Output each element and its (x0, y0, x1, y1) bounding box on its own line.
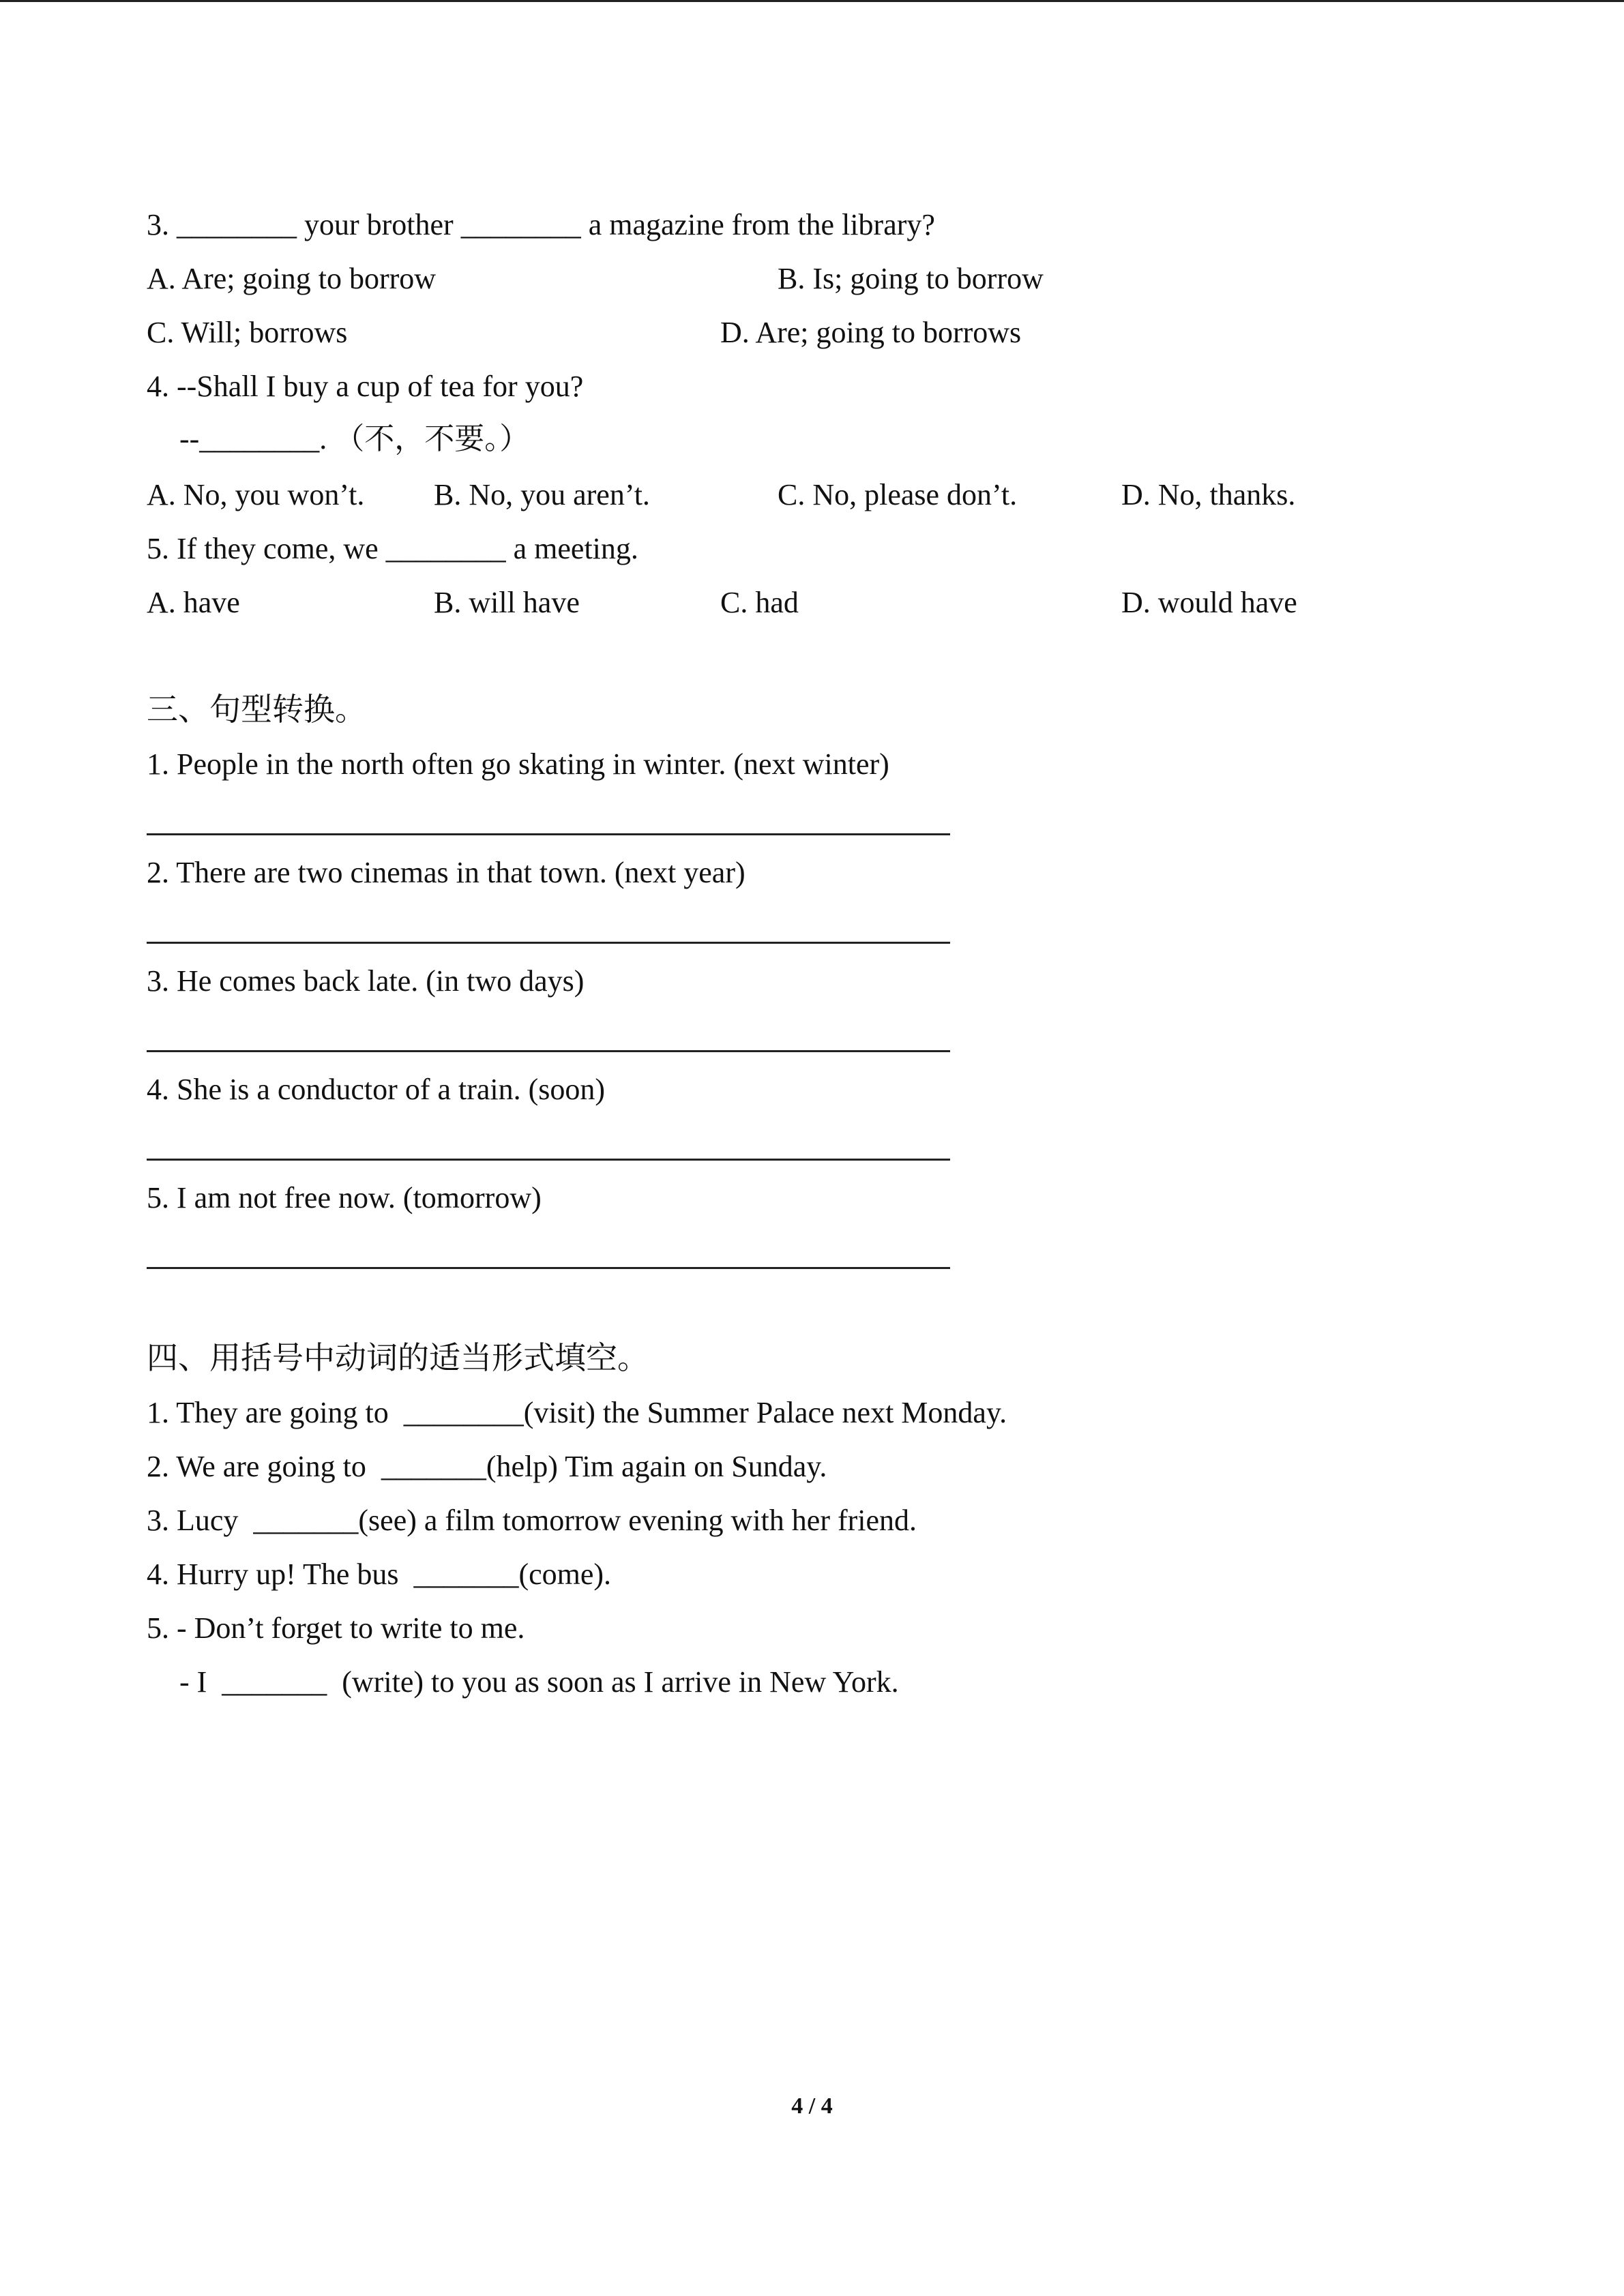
rewrite-answer-line-2[interactable] (147, 942, 950, 944)
q3-option-c: C. Will; borrows (147, 316, 348, 349)
q3-option-b: B. Is; going to borrow (778, 262, 1044, 295)
rewrite-answer-line-5[interactable] (147, 1267, 950, 1269)
rewrite-item-1: 1. People in the north often go skating in winter. (next winter) (147, 747, 889, 781)
q3-option-d: D. Are; going to borrows (720, 316, 1022, 349)
rewrite-item-5: 5. I am not free now. (tomorrow) (147, 1181, 542, 1214)
rewrite-item-2: 2. There are two cinemas in that town. (next year) (147, 856, 745, 889)
fill-blank-item-3: 3. Lucy _______(see) a film tomorrow evening with her friend. (147, 1504, 917, 1537)
page-number: 4 / 4 (791, 2093, 833, 2119)
fill-blank-item-5-reply: - I _______ (write) to you as soon as I arrive in New York. (179, 1665, 899, 1699)
rewrite-answer-line-1[interactable] (147, 833, 950, 835)
q3-option-a: A. Are; going to borrow (147, 262, 437, 295)
q5-option-d: D. would have (1121, 586, 1297, 619)
q4-option-d: D. No, thanks. (1121, 478, 1296, 511)
q5-option-c: C. had (720, 586, 799, 619)
rewrite-answer-line-3[interactable] (147, 1050, 950, 1052)
fill-blank-item-1: 1. They are going to ________(visit) the Summer Palace next Monday. (147, 1396, 1007, 1429)
question-4-reply: --________. （不，不要。） (179, 422, 530, 456)
section-4-heading: 四、用括号中动词的适当形式填空。 (147, 1339, 649, 1376)
q5-option-a: A. have (147, 586, 240, 619)
page-top-border (0, 0, 1624, 2)
q4-option-c: C. No, please don’t. (778, 478, 1018, 511)
fill-blank-item-4: 4. Hurry up! The bus _______(come). (147, 1557, 612, 1591)
rewrite-answer-line-4[interactable] (147, 1159, 950, 1161)
question-3-stem: 3. ________ your brother ________ a magazine from the library? (147, 208, 935, 241)
question-5-stem: 5. If they come, we ________ a meeting. (147, 532, 638, 565)
q5-option-b: B. will have (434, 586, 580, 619)
q4-option-a: A. No, you won’t. (147, 478, 365, 511)
question-4-stem: 4. --Shall I buy a cup of tea for you? (147, 370, 584, 403)
fill-blank-item-5: 5. - Don’t forget to write to me. (147, 1611, 525, 1645)
section-3-heading: 三、句型转换。 (147, 691, 366, 728)
rewrite-item-4: 4. She is a conductor of a train. (soon) (147, 1073, 606, 1106)
q4-option-b: B. No, you aren’t. (434, 478, 650, 511)
fill-blank-item-2: 2. We are going to _______(help) Tim again on Sunday. (147, 1450, 827, 1483)
rewrite-item-3: 3. He comes back late. (in two days) (147, 964, 585, 998)
